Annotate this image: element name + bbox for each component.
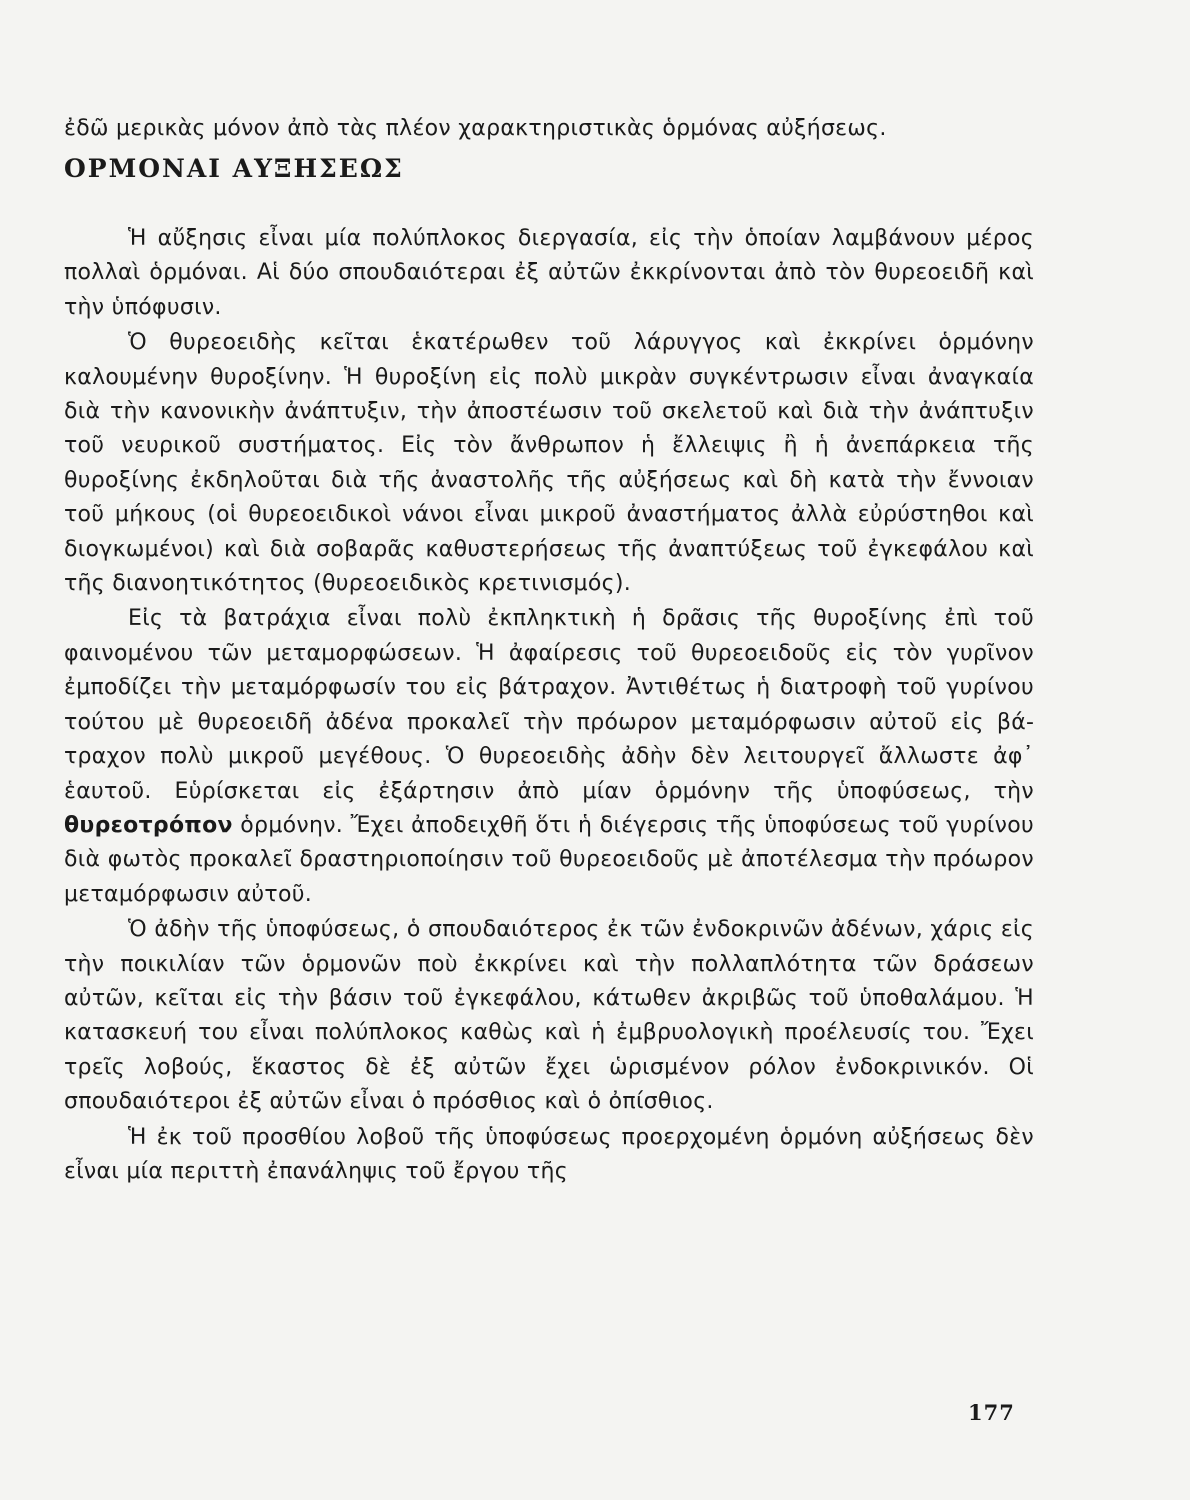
- intro-line: ἐδῶ μερικὰς μόνον ἀπὸ τὰς πλέον χαρακτηριστικὰς ὁρμόνας αὐξήσεως.: [64, 116, 887, 141]
- section-heading: ΟΡΜΟΝΑΙ ΑΥΞΗΣΕΩΣ: [64, 154, 404, 183]
- thyrotropic-term: θυρεοτρόπον: [64, 812, 233, 838]
- paragraph-frogs: [64, 602, 1034, 912]
- paragraph-thyroid: Ὁ θυρεοειδὴς κεῖται ἑκατέρωθεν τοῦ λάρυγγος καὶ ἐκκρίνει ὁρμόνην καλουμένην θυροξίνην. Ἡ θυροξίνη εἰς πολὺ μικρὰν συγκέντρωσιν εἶναι ἀναγκαία διὰ τὴν κανονικὴν ἀνάπτυξιν, τὴν ἀποστέωσιν τοῦ σκελετοῦ καὶ διὰ τὴν ἀνάπτυξιν τοῦ νευρικοῦ συστήματος. Εἰς τὸν ἄνθρωπον ἡ ἔλλειψις ἢ ἡ ἀνεπάρκεια τῆς θυροξίνης ἐκδηλοῦται διὰ τῆς ἀναστολῆς τῆς αὐξήσεως καὶ δὴ κατὰ τὴν ἔννοιαν τοῦ μήκους (οἱ θυρεοειδικοὶ νάνοι εἶναι μικροῦ ἀναστήματος ἀλλὰ εὐρύστηθοι καὶ διογκωμένοι) καὶ διὰ σοβαρᾶς καθυστερήσεως τῆς ἀναπτύξεως τοῦ ἐγκεφάλου καὶ τῆς διανοητικότητος (θυρεοειδικὸς κρετινισμός).: [64, 330, 1034, 597]
- body-text: [64, 222, 1034, 1189]
- paragraph-frogs-text-after: ὁρμόνην. Ἔχει ἀποδειχθῆ ὅτι ἡ διέγερσις τῆς ὑποφύσεως τοῦ γυρίνου διὰ φωτὸς προκαλεῖ δραστηριοποίησιν τοῦ θυρεοειδοῦς μὲ ἀποτέλεσμα τὴν πρόωρον μεταμόρφωσιν αὐτοῦ.: [64, 812, 1034, 907]
- paragraph-growth-hormone: Ἡ ἐκ τοῦ προσθίου λοβοῦ τῆς ὑποφύσεως προερχομένη ὁρμόνη αὐξήσεως δὲν εἶναι μία περιττὴ ἐπανάληψις τοῦ ἔργου τῆς: [64, 1124, 1034, 1184]
- paragraph-pituitary: Ὁ ἀδὴν τῆς ὑποφύσεως, ὁ σπουδαιότερος ἐκ τῶν ἐνδοκρινῶν ἀδένων, χάρις εἰς τὴν ποικιλίαν τῶν ὁρμονῶν ποὺ ἐκκρίνει καὶ τὴν πολλαπλότητα τῶν δράσεων αὐτῶν, κεῖται εἰς τὴν βάσιν τοῦ ἐγκεφάλου, κάτωθεν ἀκριβῶς τοῦ ὑποθαλάμου. Ἡ κατασκευή του εἶναι πολύπλοκος καθὼς καὶ ἡ ἐμβρυολογικὴ προέλευσίς του. Ἔχει τρεῖς λοβούς, ἕκαστος δὲ ἐξ αὐτῶν ἔχει ὡρισμένον ρόλον ἐνδοκρινικόν. Οἱ σπουδαιότεροι ἐξ αὐτῶν εἶναι ὁ πρόσθιος καὶ ὁ ὀπίσθιος.: [64, 917, 1034, 1115]
- paragraph-frogs-text-before: Εἰς τὰ βατράχια εἶναι πολὺ ἐκπληκτικὴ ἡ δρᾶσις τῆς θυροξίνης ἐπὶ τοῦ φαινομένου τῶν μεταμορφώσεων. Ἡ ἀφαίρεσις τοῦ θυρεοειδοῦς εἰς τὸν γυρῖνον ἐμποδίζει τὴν μεταμόρφωσίν του εἰς βάτραχον. Ἀντιθέτως ἡ διατροφὴ τοῦ γυρίνου τούτου μὲ θυρεοειδῆ ἀδένα προκαλεῖ τὴν πρόωρον μεταμόρφωσιν αὐτοῦ εἰς βάτραχον πολὺ μικροῦ μεγέθους. Ὁ θυρεοειδὴς ἀδὴν δὲν λειτουργεῖ ἄλλωστε ἀφ᾿ ἑαυτοῦ. Εὑρίσκεται εἰς ἐξάρτησιν ἀπὸ μίαν ὁρμόνην τῆς ὑποφύσεως, τὴν: [64, 606, 1034, 804]
- paragraph-growth-intro: Ἡ αὔξησις εἶναι μία πολύπλοκος διεργασία, εἰς τὴν ὁποίαν λαμβάνουν μέρος πολλαὶ ὁρμόναι. Αἱ δύο σπουδαιότεραι ἐξ αὐτῶν ἐκκρίνονται ἀπὸ τὸν θυρεοειδῆ καὶ τὴν ὑπόφυσιν.: [64, 226, 1034, 320]
- page-number: 177: [968, 1400, 1015, 1425]
